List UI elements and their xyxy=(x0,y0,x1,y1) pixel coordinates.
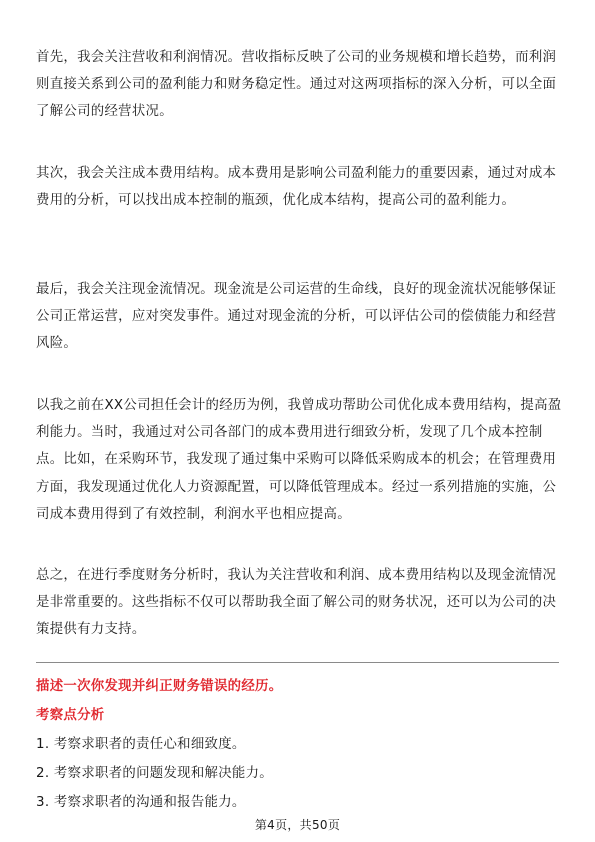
page-number-footer: 第4页，共50页 xyxy=(254,818,341,832)
paragraph-experience-example: 以我之前在XX公司担任会计的经历为例，我曾成功帮助公司优化成本费用结构，提高盈利能力。当时，我通过对公司各部门的成本费用进行细致分析，发现了几个成本控制点。比如，在采购环节，我发现了通过集中采购可以降低采购成本的机会；在管理费用方面，我发现通过优化人力资源配置，可以降低管理成本。经过一系列措施的实施，公司成本费用得到了有效控制，利润水平也相应提高。 xyxy=(36,398,562,522)
analysis-point: 3. 考察求职者的沟通和报告能力。 xyxy=(36,795,246,810)
analysis-point: 1. 考察求职者的责任心和细致度。 xyxy=(36,737,246,752)
section-divider xyxy=(36,662,559,663)
paragraph-revenue-profit: 首先，我会关注营收和利润情况。营收指标反映了公司的业务规模和增长趋势，而利润则直接关系到公司的盈利能力和财务稳定性。通过对这两项指标的深入分析，可以全面了解公司的经营状况。 xyxy=(36,50,557,120)
analysis-point: 2. 考察求职者的问题发现和解决能力。 xyxy=(36,766,273,781)
interview-question: 描述一次你发现并纠正财务错误的经历。 xyxy=(36,679,283,694)
analysis-section-title: 考察点分析 xyxy=(36,708,105,723)
paragraph-summary: 总之，在进行季度财务分析时，我认为关注营收和利润、成本费用结构以及现金流情况是非常重要的。这些指标不仅可以帮助我全面了解公司的财务状况，还可以为公司的决策提供有力支持。 xyxy=(36,568,557,638)
paragraph-cash-flow: 最后，我会关注现金流情况。现金流是公司运营的生命线，良好的现金流状况能够保证公司正常运营，应对突发事件。通过对现金流的分析，可以评估公司的偿债能力和经营风险。 xyxy=(36,282,557,352)
paragraph-cost-structure: 其次，我会关注成本费用结构。成本费用是影响公司盈利能力的重要因素，通过对成本费用的分析，可以找出成本控制的瓶颈，优化成本结构，提高公司的盈利能力。 xyxy=(36,166,557,209)
